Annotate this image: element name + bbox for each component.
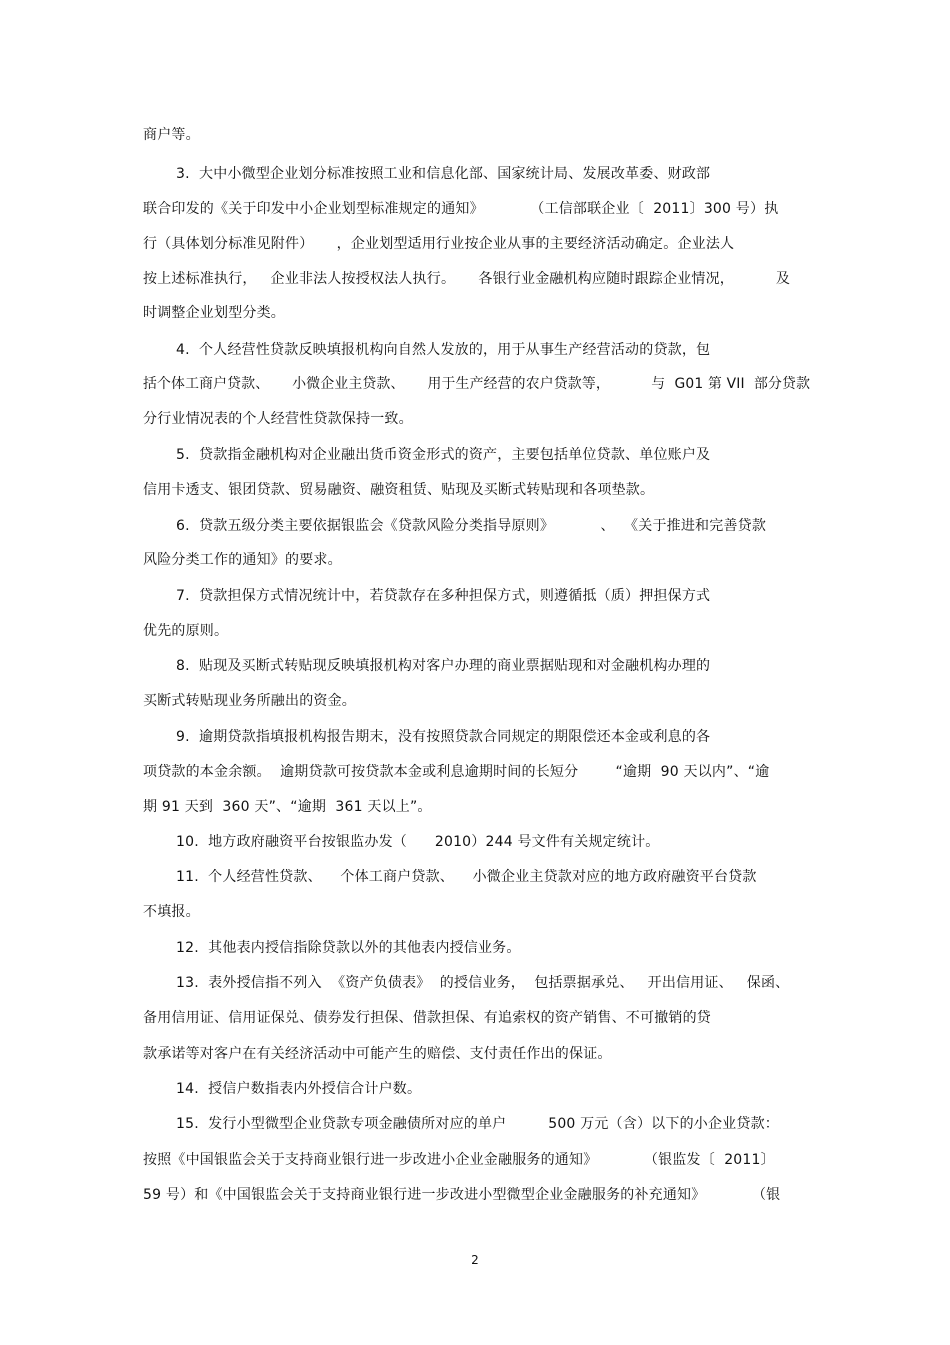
text-line: 行（具体划分标准见附件） ，企业划型适用行业按企业从事的主要经济活动确定。企业法人 bbox=[143, 236, 735, 252]
text-line: 信用卡透支、银团贷款、贸易融资、融资租赁、贴现及买断式转贴现和各项垫款。 bbox=[143, 482, 655, 498]
text-line: 14. 授信户数指表内外授信合计户数。 bbox=[176, 1081, 422, 1097]
text-line: 风险分类工作的通知》的要求。 bbox=[143, 552, 342, 568]
text-line: 分行业情况表的个人经营性贷款保持一致。 bbox=[143, 411, 413, 427]
text-line: 11. 个人经营性贷款、 个体工商户贷款、 小微企业主贷款对应的地方政府融资平台贷款 bbox=[176, 869, 757, 885]
text-line: 项贷款的本金余额。 逾期贷款可按贷款本金或利息逾期时间的长短分 “逾期 90 天以内”、“逾 bbox=[143, 764, 770, 780]
text-line: 按上述标准执行， 企业非法人按授权法人执行。 各银行业金融机构应随时跟踪企业情况， 及 bbox=[143, 271, 791, 287]
text-line: 15. 发行小型微型企业贷款专项金融债所对应的单户 500 万元（含）以下的小企业贷款： bbox=[176, 1116, 779, 1132]
text-line: 13. 表外授信指不列入 《资产负债表》 的授信业务， 包括票据承兑、 开出信用证、 保函、 bbox=[176, 975, 790, 991]
text-line: 7. 贷款担保方式情况统计中，若贷款存在多种担保方式，则遵循抵（质）押担保方式 bbox=[176, 588, 711, 604]
text-line: 6. 贷款五级分类主要依据银监会《贷款风险分类指导原则》 、 《关于推进和完善贷款 bbox=[176, 518, 767, 534]
text-line: 5. 贷款指金融机构对企业融出货币资金形式的资产，主要包括单位贷款、单位账户及 bbox=[176, 447, 711, 463]
text-line: 款承诺等对客户在有关经济活动中可能产生的赔偿、支付责任作出的保证。 bbox=[143, 1046, 612, 1062]
page-number: 2 bbox=[471, 1253, 479, 1267]
text-line: 4. 个人经营性贷款反映填报机构向自然人发放的，用于从事生产经营活动的贷款，包 bbox=[176, 342, 711, 358]
text-line: 不填报。 bbox=[143, 904, 200, 920]
text-line: 备用信用证、信用证保兑、债券发行担保、借款担保、有追索权的资产销售、不可撤销的贷 bbox=[143, 1010, 711, 1026]
text-line: 优先的原则。 bbox=[143, 623, 229, 639]
text-line: 8. 贴现及买断式转贴现反映填报机构对客户办理的商业票据贴现和对金融机构办理的 bbox=[176, 658, 711, 674]
text-line: 括个体工商户贷款、 小微企业主贷款、 用于生产经营的农户贷款等， 与 G01 第 VII 部分贷款 bbox=[143, 376, 811, 392]
text-line: 10. 地方政府融资平台按银监办发（ 2010）244 号文件有关规定统计。 bbox=[176, 834, 660, 850]
text-line: 9. 逾期贷款指填报机构报告期末，没有按照贷款合同规定的期限偿还本金或利息的各 bbox=[176, 729, 711, 745]
text-line: 联合印发的《关于印发中小企业划型标准规定的通知》 （工信部联企业〔 2011〕300 号）执 bbox=[143, 201, 779, 217]
text-line: 时调整企业划型分类。 bbox=[143, 305, 285, 321]
text-line: 12. 其他表内授信指除贷款以外的其他表内授信业务。 bbox=[176, 940, 521, 956]
text-line: 按照《中国银监会关于支持商业银行进一步改进小企业金融服务的通知》 （银监发〔 2011〕 bbox=[143, 1152, 775, 1168]
text-line: 买断式转贴现业务所融出的资金。 bbox=[143, 693, 356, 709]
text-line: 3. 大中小微型企业划分标准按照工业和信息化部、国家统计局、发展改革委、财政部 bbox=[176, 166, 711, 182]
text-line: 期 91 天到 360 天”、“逾期 361 天以上”。 bbox=[143, 799, 432, 815]
text-line: 59 号）和《中国银监会关于支持商业银行进一步改进小型微型企业金融服务的补充通知》 （银 bbox=[143, 1187, 781, 1203]
text-line: 商户等。 bbox=[143, 127, 200, 143]
